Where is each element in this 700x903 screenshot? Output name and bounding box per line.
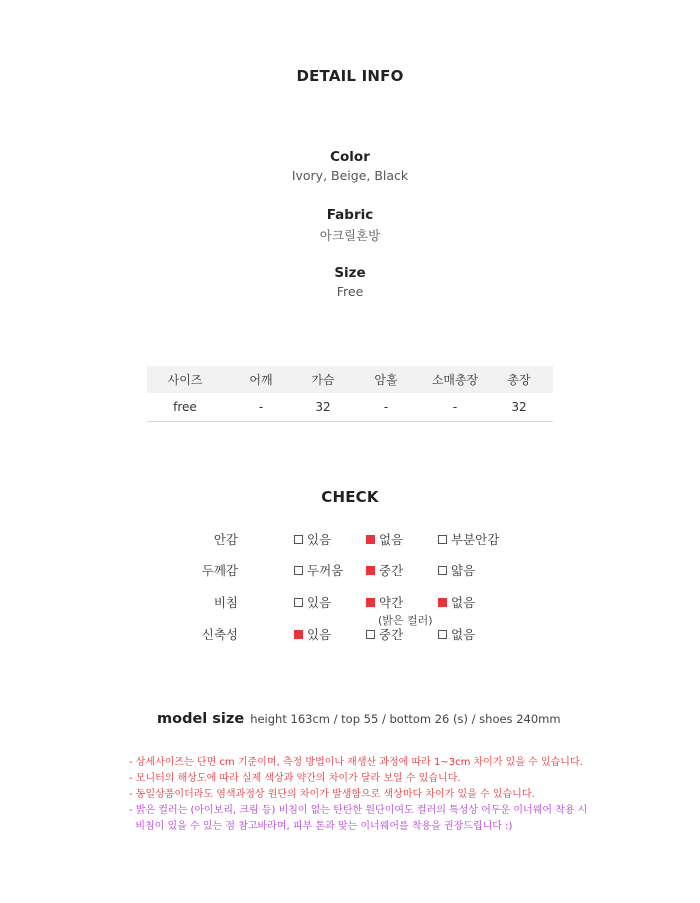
checkbox-icon: [438, 566, 447, 575]
check-option: 중간: [366, 561, 403, 579]
check-option: 부분안감: [438, 530, 499, 548]
check-row-sheerness: [0, 593, 700, 627]
size-table-cell: -: [425, 393, 485, 421]
checkbox-icon: [438, 630, 447, 639]
fabric-value: 아크릴혼방: [319, 228, 381, 243]
size-table: [147, 366, 553, 422]
check-option: 있음: [294, 593, 331, 611]
checkbox-icon: [294, 598, 303, 607]
note-line: 비침이 있을 수 있는 점 참고바라며, 피부 톤과 맞는 이너웨어를 착용을 권장드립니다 :): [129, 821, 513, 832]
check-row-stretch: [0, 625, 700, 649]
note-line: - 상세사이즈는 단면 cm 기준이며, 측정 방법이나 재생산 과정에 따라 1~3cm 차이가 있을 수 있습니다.: [129, 757, 583, 768]
fabric-info: [0, 207, 700, 244]
check-option: 중간: [366, 625, 403, 643]
check-row-label: 비침: [213, 595, 238, 610]
size-table-header: 어깨: [223, 366, 299, 393]
note-line: - 동일상품이더라도 염색과정상 원단의 차이가 발생함으로 색상마다 차이가 있을 수 있습니다.: [129, 789, 535, 800]
size-info: [0, 265, 700, 299]
fabric-label: Fabric: [326, 207, 374, 223]
check-row-thickness: [0, 561, 700, 585]
check-row-label: 신축성: [201, 627, 238, 642]
size-table-header-row: [147, 366, 553, 393]
checkbox-icon: [438, 535, 447, 544]
detail-info-title: DETAIL INFO: [296, 67, 404, 85]
checkbox-icon: [294, 566, 303, 575]
checkbox-icon: [294, 535, 303, 544]
model-size: [157, 708, 561, 727]
size-table-header: 가슴: [299, 366, 347, 393]
size-table-header: 총장: [485, 366, 553, 393]
check-option: 있음: [294, 530, 331, 548]
check-option-note: (밝은 컬러): [378, 614, 433, 627]
size-table-cell: -: [347, 393, 425, 421]
color-label: Color: [330, 149, 370, 165]
check-option: 약간 (밝은 컬러): [366, 593, 433, 628]
check-option: 있음: [294, 625, 331, 643]
model-size-label: model size: [157, 711, 245, 727]
color-info: [0, 149, 700, 183]
size-label: Size: [334, 265, 366, 281]
size-table-cell: free: [147, 393, 223, 421]
note-line: - 밝은 컬러는 (아이보리, 크림 등) 비침이 없는 탄탄한 원단이여도 컬러의 특성상 어두운 이너웨어 착용 시: [129, 805, 588, 816]
size-table-cell: 32: [485, 393, 553, 421]
size-value: Free: [336, 284, 364, 299]
checkbox-icon: [366, 598, 375, 607]
check-row-label: 두께감: [201, 563, 238, 578]
check-row-lining: [0, 530, 700, 554]
size-table-cell: -: [223, 393, 299, 421]
size-table-header: 소매총장: [425, 366, 485, 393]
size-table-header: 암홀: [347, 366, 425, 393]
check-title: CHECK: [321, 488, 379, 506]
size-table-header: 사이즈: [147, 366, 223, 393]
notes: [129, 755, 587, 835]
checkbox-icon: [366, 630, 375, 639]
check-option: 없음: [438, 625, 475, 643]
table-row: [147, 393, 553, 421]
check-row-label: 안감: [213, 532, 238, 547]
checkbox-icon: [366, 566, 375, 575]
note-line: - 모니터의 해상도에 따라 실제 색상과 약간의 차이가 달라 보일 수 있습니다.: [129, 773, 461, 784]
check-option: 두꺼움: [294, 561, 343, 579]
check-option: 없음: [438, 593, 475, 611]
size-table-cell: 32: [299, 393, 347, 421]
model-size-value: height 163cm / top 55 / bottom 26 (s) / shoes 240mm: [250, 712, 561, 726]
checkbox-icon: [366, 535, 375, 544]
check-option: 얇음: [438, 561, 475, 579]
checkbox-icon: [294, 630, 303, 639]
color-value: Ivory, Beige, Black: [291, 168, 409, 183]
checkbox-icon: [438, 598, 447, 607]
check-option: 없음: [366, 530, 403, 548]
